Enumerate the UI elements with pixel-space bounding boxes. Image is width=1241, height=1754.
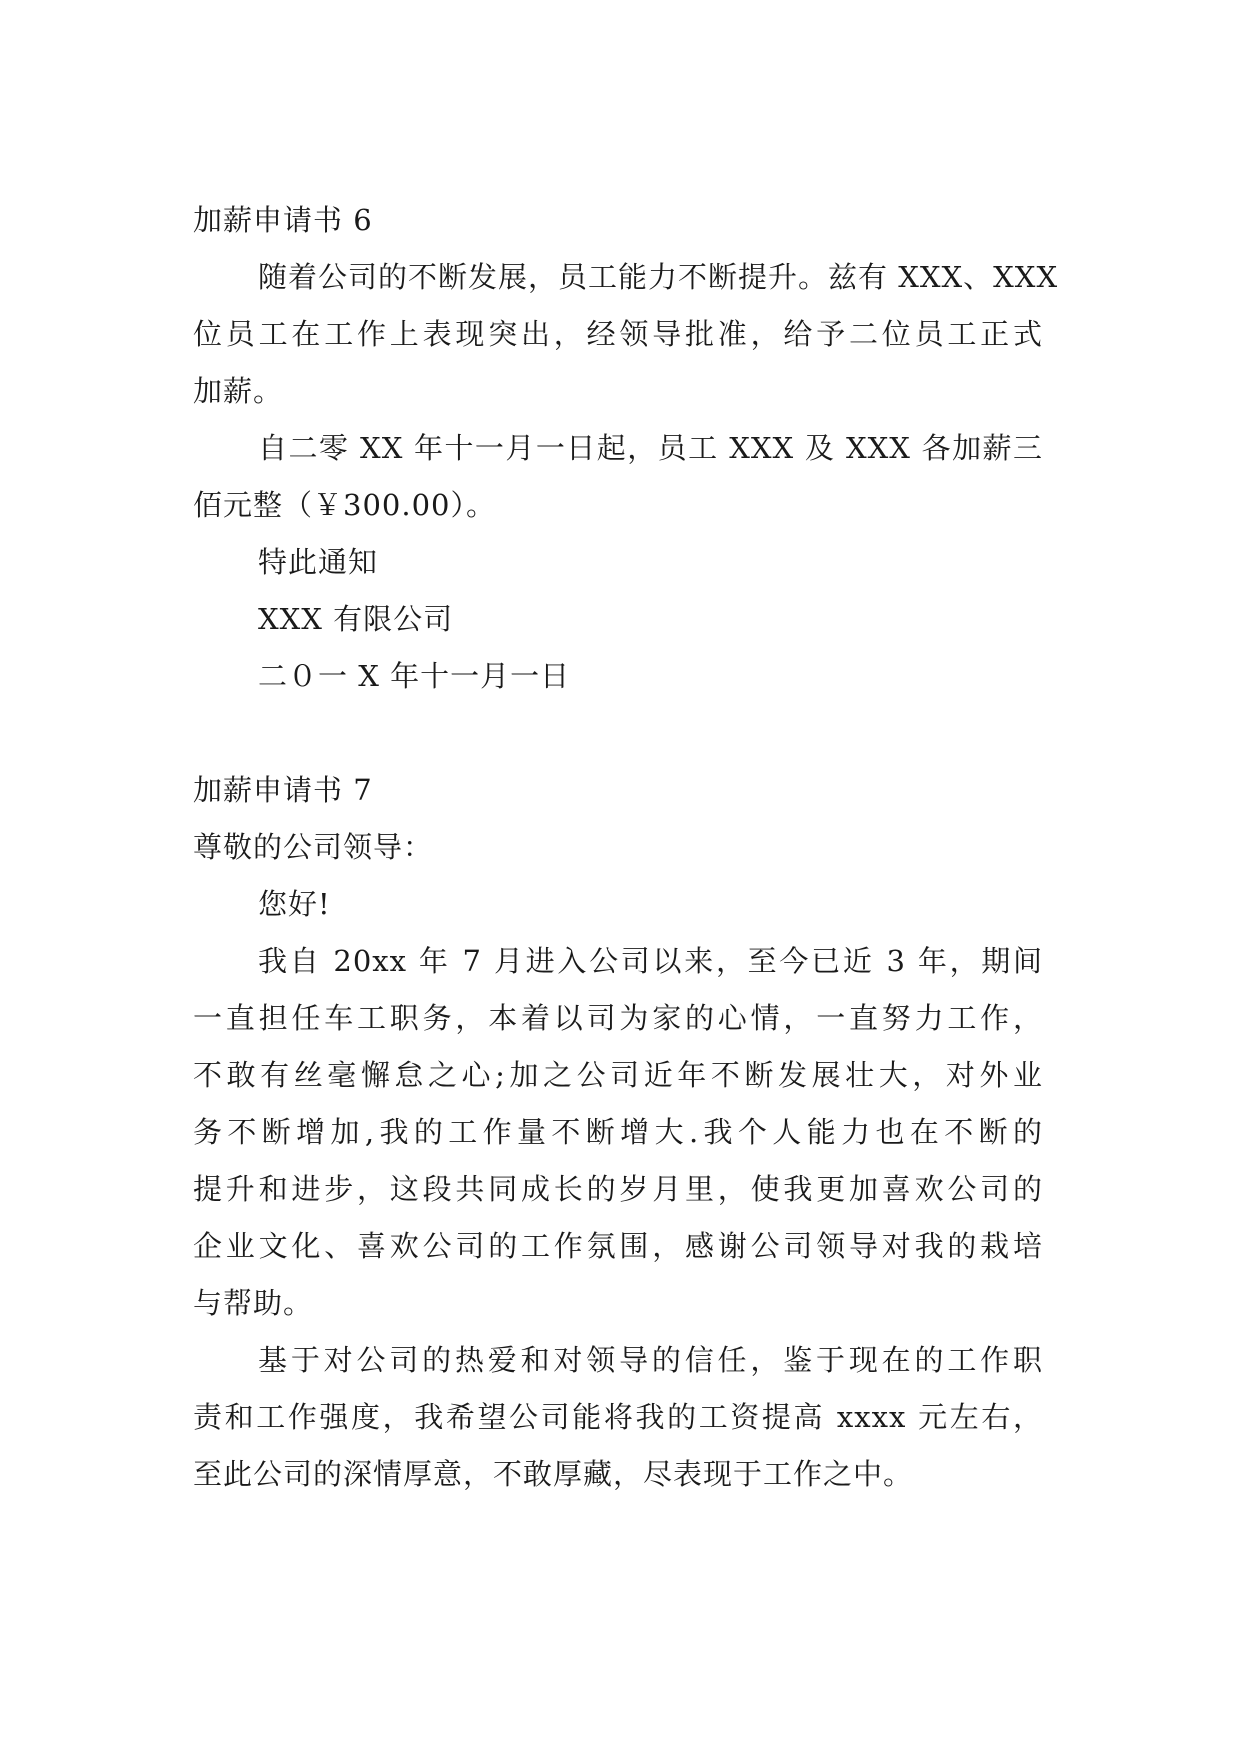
section-7-paragraph-1-line-2: 一直担任车工职务，本着以司为家的心情，一直努力工作， [193, 1001, 1043, 1035]
section-6-paragraph-2-line-2: 佰元整（￥300.00）。 [193, 488, 496, 522]
section-7-paragraph-1-line-3: 不敢有丝毫懈怠之心;加之公司近年不断发展壮大，对外业 [193, 1058, 1043, 1092]
section-6-paragraph-2-line-1: 自二零 XX 年十一月一日起，员工 XXX 及 XXX 各加薪三 [258, 431, 1043, 465]
section-7-paragraph-1-line-5: 提升和进步，这段共同成长的岁月里，使我更加喜欢公司的 [193, 1172, 1043, 1206]
section-7-salutation: 尊敬的公司领导： [193, 830, 434, 864]
section-7-paragraph-1-line-6: 企业文化、喜欢公司的工作氛围，感谢公司领导对我的栽培 [193, 1229, 1043, 1263]
section-7-paragraph-1-line-4: 务不断增加,我的工作量不断增大.我个人能力也在不断的 [193, 1115, 1043, 1149]
section-6-paragraph-1-line-1: 随着公司的不断发展，员工能力不断提升。兹有 XXX、XXX [258, 260, 1059, 294]
section-7-paragraph-2-line-2: 责和工作强度，我希望公司能将我的工资提高 xxxx 元左右， [193, 1400, 1043, 1434]
section-6-company: XXX 有限公司 [258, 602, 454, 636]
section-6-paragraph-1-line-2: 位员工在工作上表现突出，经领导批准，给予二位员工正式 [193, 317, 1043, 351]
section-7-title: 加薪申请书 7 [193, 773, 373, 807]
section-6-date: 二０一 X 年十一月一日 [258, 659, 571, 693]
section-7-paragraph-1-line-7: 与帮助。 [193, 1286, 314, 1320]
section-6-notice: 特此通知 [258, 545, 379, 579]
section-6-title: 加薪申请书 6 [193, 203, 373, 237]
section-7-paragraph-2-line-3: 至此公司的深情厚意，不敢厚藏，尽表现于工作之中。 [193, 1457, 914, 1491]
section-7-paragraph-2-line-1: 基于对公司的热爱和对领导的信任，鉴于现在的工作职 [258, 1343, 1043, 1377]
section-6-paragraph-1-line-3: 加薪。 [193, 374, 284, 408]
section-7-paragraph-1-line-1: 我自 20xx 年 7 月进入公司以来，至今已近 3 年，期间 [258, 944, 1043, 978]
section-7-greeting: 您好! [258, 887, 331, 921]
